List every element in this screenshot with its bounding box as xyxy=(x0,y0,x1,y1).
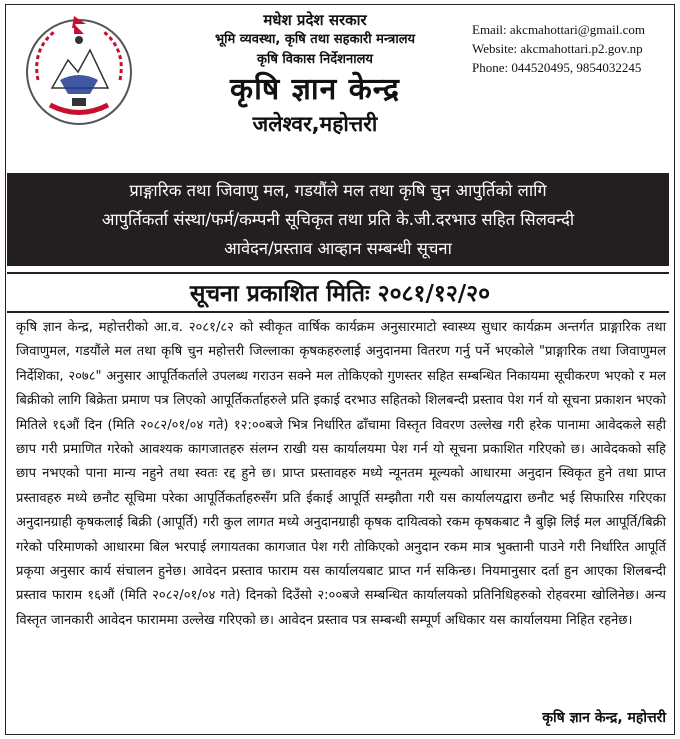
contact-phone: Phone: 044520495, 9854032245 xyxy=(472,60,642,75)
notice-title-banner xyxy=(7,173,669,266)
office-name: कृषि ज्ञान केन्द्र xyxy=(230,72,400,107)
contact-website: Website: akcmahottari.p2.gov.np xyxy=(472,41,643,56)
office-location: जलेश्वर,महोत्तरी xyxy=(252,112,378,136)
office-header xyxy=(150,10,480,138)
divider-bottom xyxy=(7,311,669,313)
notice-title-line-2: आपुर्तिकर्ता संस्था/फर्म/कम्पनी सूचिकृत तथा प्रति के.जी.दरभाउ सहित सिलवन्दी xyxy=(101,210,575,229)
directorate-name: कृषि विकास निर्देशनालय xyxy=(257,52,373,67)
nepal-government-emblem xyxy=(20,10,138,128)
contact-email: Email: akcmahottari@gmail.com xyxy=(472,22,645,37)
government-name: मधेश प्रदेश सरकार xyxy=(263,11,367,29)
notice-body: कृषि ज्ञान केन्द्र, महोत्तरीको आ.व. २०८१/८२ को स्वीकृत वार्षिक कार्यक्रम अनुसारमाटो स्वास्थ्य सुधार कार्यक्रम अन्तर्गत प्राङ्गारिक तथा जिवाणुमल, गडयौंले मल तथा कृषि चुन महोत्तरी जिल्लाका कृषकहरुलाई अनुदानमा वितरण गर्नु पर्ने भएकोले "प्राङ्गारिक तथा जिवाणुमल निर्देशिका, २०७८" अनुसार आपूर्तिकर्ताले उपलब्ध गराउन सक्ने मल तोकिएको गुणस्तर सहित सम्बन्धित निकायमा सूचीकरण भएको र मल बिक्रीको लागि बिक्रेता प्रमाण पत्र लिएको आपूर्तिकर्ताहरुले प्रति इकाई दरभाउ सहितको शिलबन्दी प्रस्ताव पेश गर्न यो सूचना प्रकाशन भएको मितिले १६औं दिन (मिति २०८२/०१/०४ गते) १२:००बजे भित्र निर्धारित ढाँचामा विस्तृत विवरण उल्लेख गरी हरेक पानामा आवेदकले सही छाप गरी प्रमाणित गरेको आवश्यक कागजातहरु संलग्न राखी यस कार्यालयमा पेश गर्न यो सूचना प्रकाशित गरिएको छ। आवेदकको सहि छाप नभएको पाना मान्य नहुने तथा स्वतः रद्द हुने छ। प्राप्त प्रस्तावहरु मध्ये न्यूनतम मूल्यको आधारमा अनुदान स्विकृत हुने तथा प्राप्त प्रस्तावहरु मध्ये छनौट सूचिमा परेका आपूर्तिकर्ताहरुसँग प्रति ईकाई आपूर्ति सम्झौता गरी यस कार्यालयद्वारा छनौट भई सिफारिस गरिएका अनुदानग्राही कृषकलाई बिक्री (आपूर्ति) गरी कुल लागत मध्ये अनुदानग्राही कृषक दायित्वको रकम कृषकबाट नै बुझि लिई मल आपूर्ति/बिक्री गरेको परिमाणको आधारमा बिल भरपाई लगायतका कागजात पेश गरी तोकिएको अनुदान रकम मात्र भुक्तानी पाउने गरी निर्धारित आपूर्ति प्रकृया अनुसार कार्य संचालन हुनेछ। आवेदन प्रस्ताव फाराम यस कार्यालयबाट प्राप्त गर्न सकिन्छ। नियमानुसार दर्ता हुन आएका शिलबन्दी प्रस्ताव फाराम १६औं (मिति २०८२/०१/०४ गते) दिनको दिउँसो २:००बजे सम्बन्धित कार्यालयको प्रतिनिधिहरुको रोहवरमा खोलिनेछ। अन्य विस्तृत जानकारी आवेदन फाराममा उल्लेख गरिएको छ। आवेदन प्रस्ताव पत्र सम्बन्धी सम्पूर्ण अधिकार यस कार्यालयमा निहित रहनेछ। xyxy=(16,320,666,628)
ministry-name: भूमि व्यवस्था, कृषि तथा सहकारी मन्त्रालय xyxy=(214,32,416,47)
contact-block xyxy=(472,20,645,77)
notice-title-line-1: प्राङ्गारिक तथा जिवाणु मल, गडयौंले मल तथा कृषि चुन आपुर्तिको लागि xyxy=(129,181,547,200)
divider-top xyxy=(7,272,669,274)
notice-title-line-3: आवेदन/प्रस्ताव आव्हान सम्बन्धी सूचना xyxy=(224,239,452,258)
signature: कृषि ज्ञान केन्द्र, महोत्तरी xyxy=(542,710,666,726)
publication-date: सूचना प्रकाशित मितिः २०८१/१२/२० xyxy=(189,281,491,307)
